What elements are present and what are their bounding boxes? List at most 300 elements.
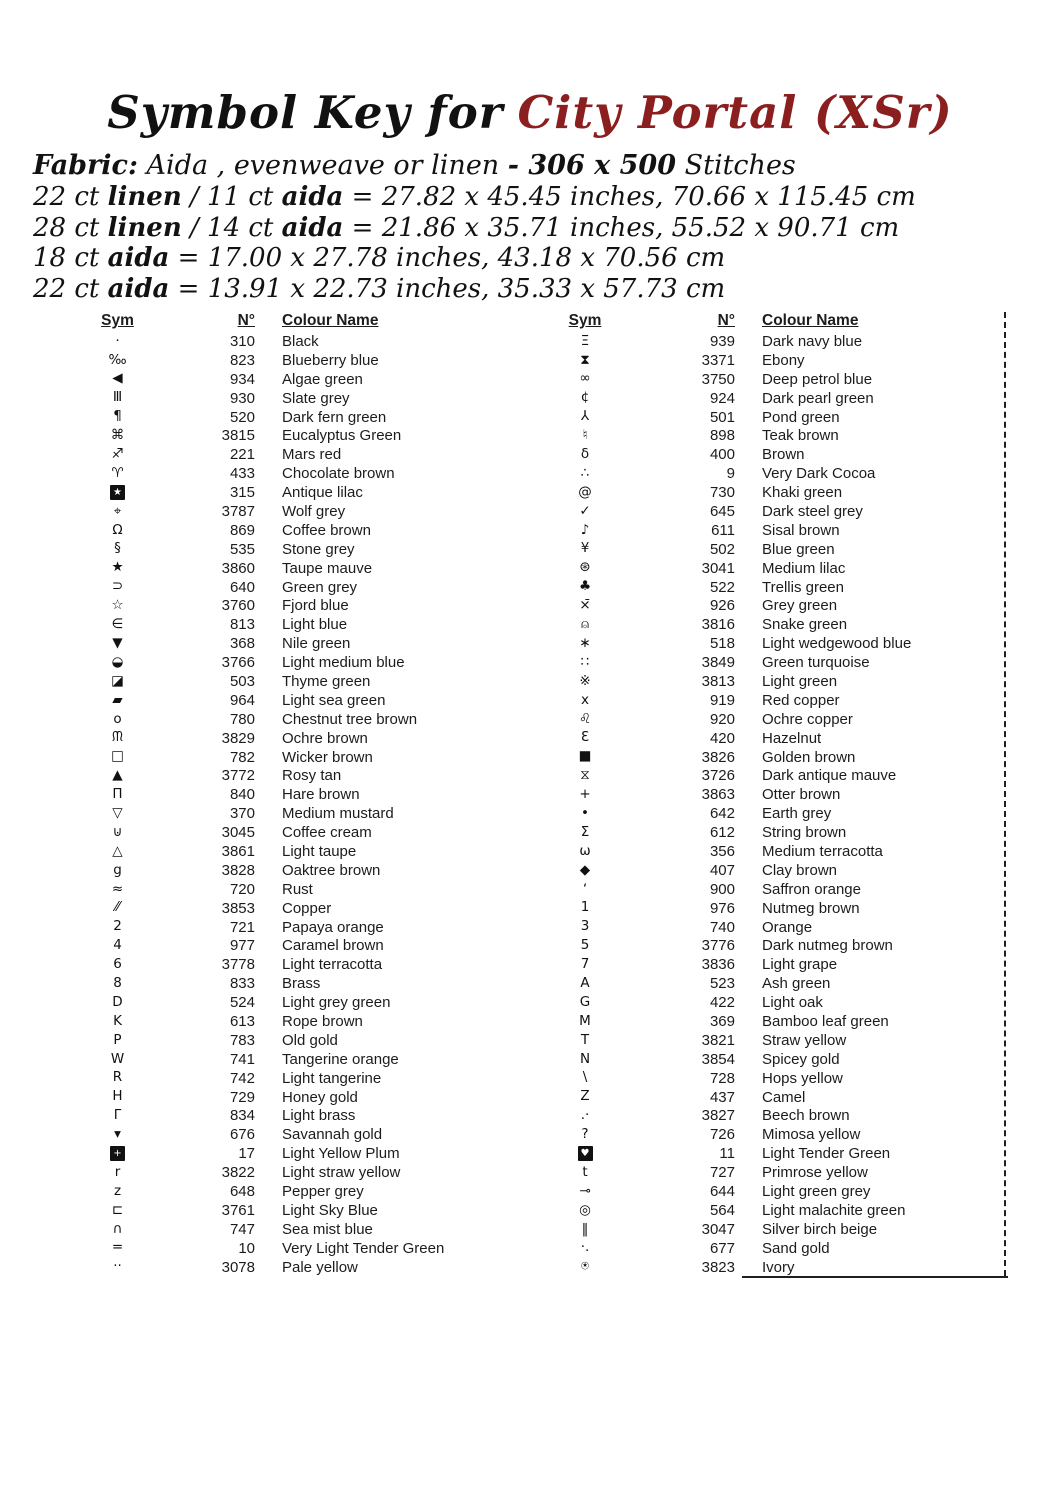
symbol-cell: Γ xyxy=(113,1107,122,1124)
number-cell: 3726 xyxy=(701,767,735,785)
symbol-cell: ⁄⁄ xyxy=(115,899,120,916)
table-row xyxy=(80,559,500,578)
number-cell: 613 xyxy=(229,1013,255,1030)
colour-name-cell: Antique lilac xyxy=(282,484,363,502)
number-cell: 437 xyxy=(709,1088,735,1106)
symbol-cell: ‰ xyxy=(108,351,127,368)
fabric-line xyxy=(33,274,1023,305)
number-cell: 524 xyxy=(229,994,255,1012)
symbol-cell: ⧗ xyxy=(580,351,590,368)
colour-name-cell: Ochre copper xyxy=(762,710,853,728)
colour-name-cell: Very Dark Cocoa xyxy=(762,465,876,483)
symbol-cell: M xyxy=(579,1012,591,1029)
symbol-cell: + xyxy=(579,786,591,803)
number-cell: 368 xyxy=(229,635,255,653)
fabric-text: 22 ct xyxy=(33,273,108,304)
symbol-cell: ⍝ xyxy=(580,616,590,633)
colour-name-cell: Oaktree brown xyxy=(282,861,381,879)
number-cell: 834 xyxy=(229,1107,255,1125)
table-row xyxy=(550,483,990,502)
symbol-cell: ⅄ xyxy=(580,408,590,425)
colour-name-cell: Light green xyxy=(762,672,838,690)
table-row xyxy=(80,540,500,559)
symbol-cell: W xyxy=(110,1050,125,1067)
symbol-cell: ◀ xyxy=(112,370,123,387)
colour-name-cell: Clay brown xyxy=(762,861,838,879)
symbol-cell: ◎ xyxy=(579,1201,591,1218)
table-row xyxy=(80,918,500,937)
colour-name-cell: Green turquoise xyxy=(762,654,870,672)
colour-name-cell: Medium terracotta xyxy=(762,842,883,860)
symbol-cell: δ xyxy=(580,446,590,463)
table-row xyxy=(80,351,500,370)
table-row xyxy=(80,1163,500,1182)
number-cell: 977 xyxy=(229,937,255,955)
symbol-cell: ★ xyxy=(111,559,124,576)
symbol-cell: § xyxy=(114,540,121,557)
colour-name-cell: Sand gold xyxy=(762,1239,830,1257)
symbol-cell: △ xyxy=(112,842,123,859)
table-row xyxy=(550,1031,990,1050)
colour-name-cell: Ivory xyxy=(762,1258,795,1276)
colour-name-cell: Ebony xyxy=(762,351,805,369)
number-cell: 356 xyxy=(709,842,735,860)
table-row xyxy=(80,389,500,408)
table-row xyxy=(550,710,990,729)
colour-name-cell: Coffee brown xyxy=(282,521,371,539)
colour-name-cell: Light straw yellow xyxy=(282,1164,401,1182)
table-row xyxy=(550,1182,990,1201)
table-row xyxy=(550,766,990,785)
symbol-cell: Z xyxy=(580,1088,590,1105)
table-row xyxy=(550,899,990,918)
colour-name-cell: Fjord blue xyxy=(282,597,349,615)
fabric-text: / 14 ct xyxy=(181,212,282,243)
fabric-line xyxy=(33,213,1023,244)
number-cell: 729 xyxy=(229,1088,255,1106)
symbol-cell: ×̄ xyxy=(579,597,591,614)
number-cell: 535 xyxy=(229,540,255,558)
number-cell: 3750 xyxy=(701,370,735,388)
symbol-cell: ◆ xyxy=(579,861,591,878)
number-cell: 742 xyxy=(229,1069,255,1087)
number-cell: 964 xyxy=(229,691,255,709)
table-row xyxy=(80,899,500,918)
colour-name-cell: Black xyxy=(282,332,319,350)
symbol-cell: G xyxy=(579,993,591,1010)
page-title xyxy=(0,86,1060,139)
table-row xyxy=(80,408,500,427)
table-row xyxy=(80,691,500,710)
symbol-cell: ▽ xyxy=(112,804,123,821)
number-cell: 920 xyxy=(709,710,735,728)
number-cell: 728 xyxy=(709,1069,735,1087)
table-row xyxy=(550,691,990,710)
table-row xyxy=(80,748,500,767)
colour-name-cell: Light sea green xyxy=(282,691,386,709)
table-row xyxy=(550,1163,990,1182)
number-cell: 3863 xyxy=(701,786,735,804)
number-cell: 919 xyxy=(709,691,735,709)
table-row xyxy=(550,785,990,804)
table-row xyxy=(80,861,500,880)
colour-name-cell: Light oak xyxy=(762,994,823,1012)
number-cell: 11 xyxy=(719,1145,735,1163)
table-row xyxy=(550,672,990,691)
number-cell: 501 xyxy=(709,408,735,426)
number-cell: 926 xyxy=(709,597,735,615)
symbol-cell: ∩ xyxy=(112,1220,123,1237)
header-number: N° xyxy=(717,312,735,329)
colour-name-cell: Dark steel grey xyxy=(762,502,863,520)
table-row xyxy=(80,1201,500,1220)
colour-name-cell: Light grape xyxy=(762,956,838,974)
number-cell: 677 xyxy=(709,1239,735,1257)
symbol-cell: Π xyxy=(112,786,123,803)
fabric-text: aida xyxy=(107,243,170,273)
number-cell: 648 xyxy=(229,1183,255,1201)
number-cell: 3823 xyxy=(701,1258,735,1276)
fabric-text: - 306 x 500 xyxy=(507,150,677,181)
number-cell: 640 xyxy=(229,578,255,596)
table-row xyxy=(80,370,500,389)
colour-name-cell: Old gold xyxy=(282,1031,338,1049)
symbol-cell: t xyxy=(582,1163,588,1180)
colour-name-cell: Pepper grey xyxy=(282,1183,364,1201)
fabric-text: Fabric: xyxy=(33,150,138,181)
table-row xyxy=(550,1201,990,1220)
table-row xyxy=(550,1125,990,1144)
number-cell: 869 xyxy=(229,521,255,539)
table-row xyxy=(550,1069,990,1088)
number-cell: 934 xyxy=(229,370,255,388)
colour-name-cell: Camel xyxy=(762,1088,806,1106)
symbol-cell: ∗ xyxy=(579,634,591,651)
table-row xyxy=(550,540,990,559)
symbol-cell: ·· xyxy=(113,1258,122,1275)
symbol-cell: ⊏ xyxy=(111,1201,124,1218)
colour-name-cell: Nile green xyxy=(282,635,351,653)
number-cell: 3849 xyxy=(701,654,735,672)
table-row xyxy=(550,1107,990,1126)
number-cell: 747 xyxy=(229,1220,255,1238)
symbol-cell: ·. xyxy=(580,1239,590,1256)
table-row xyxy=(80,1125,500,1144)
number-cell: 520 xyxy=(229,408,255,426)
colour-name-cell: Deep petrol blue xyxy=(762,370,873,388)
colour-name-cell: Light Sky Blue xyxy=(282,1201,378,1219)
symbol-cell: ♥ xyxy=(578,1146,593,1161)
title-prefix: Symbol Key for xyxy=(107,86,504,139)
colour-name-cell: Hare brown xyxy=(282,786,360,804)
symbol-key-table-right xyxy=(550,310,990,1277)
table-right-border xyxy=(1004,312,1006,1276)
table-row xyxy=(80,993,500,1012)
symbol-cell: H xyxy=(112,1088,123,1105)
number-cell: 3078 xyxy=(221,1258,255,1276)
colour-name-cell: Spicey gold xyxy=(762,1050,840,1068)
table-row xyxy=(80,1182,500,1201)
number-cell: 370 xyxy=(229,805,255,823)
table-row xyxy=(550,521,990,540)
number-cell: 3041 xyxy=(701,559,735,577)
symbol-cell: R xyxy=(112,1069,123,1086)
number-cell: 3860 xyxy=(221,559,255,577)
symbol-cell: ▲ xyxy=(112,767,123,784)
table-row xyxy=(80,937,500,956)
colour-name-cell: Rope brown xyxy=(282,1013,363,1030)
symbol-cell: ⌖ xyxy=(113,502,122,519)
colour-name-cell: Earth grey xyxy=(762,805,832,823)
fabric-text: aida xyxy=(281,182,344,212)
number-cell: 924 xyxy=(709,389,735,407)
number-cell: 898 xyxy=(709,427,735,445)
number-cell: 644 xyxy=(709,1183,735,1201)
table-row xyxy=(80,1050,500,1069)
colour-name-cell: Dark nutmeg brown xyxy=(762,937,893,955)
symbol-cell: ■ xyxy=(578,748,592,765)
symbol-cell: ※ xyxy=(579,672,591,689)
symbol-cell: ʻ xyxy=(582,880,588,897)
symbol-cell: A xyxy=(580,974,590,991)
colour-name-cell: Light green grey xyxy=(762,1183,871,1201)
table-row xyxy=(550,993,990,1012)
symbol-cell: ♪ xyxy=(580,521,590,538)
symbol-cell: @ xyxy=(578,483,592,500)
number-cell: 782 xyxy=(229,748,255,766)
table-row xyxy=(80,615,500,634)
fabric-text: linen xyxy=(107,182,182,212)
number-cell: 400 xyxy=(709,446,735,464)
symbol-cell: ∞ xyxy=(579,370,591,387)
number-cell: 369 xyxy=(709,1013,735,1030)
table-row xyxy=(80,1107,500,1126)
colour-name-cell: Ash green xyxy=(762,975,831,993)
number-cell: 503 xyxy=(229,672,255,690)
colour-name-cell: Light wedgewood blue xyxy=(762,635,912,653)
symbol-cell: Ξ xyxy=(580,332,590,349)
number-cell: 676 xyxy=(229,1126,255,1144)
number-cell: 3826 xyxy=(701,748,735,766)
table-row xyxy=(550,408,990,427)
table-row xyxy=(80,1258,500,1277)
colour-name-cell: Otter brown xyxy=(762,786,841,804)
fabric-text: aida xyxy=(107,273,170,304)
colour-name-cell: Golden brown xyxy=(762,748,856,766)
number-cell: 221 xyxy=(229,446,255,464)
colour-name-cell: Blueberry blue xyxy=(282,351,379,369)
table-row xyxy=(80,521,500,540)
colour-name-cell: Dark antique mauve xyxy=(762,767,897,785)
table-row xyxy=(550,823,990,842)
colour-name-cell: Chocolate brown xyxy=(282,465,395,483)
symbol-cell: ≈ xyxy=(111,880,124,897)
symbol-cell: Ω xyxy=(112,521,123,538)
colour-name-cell: Sisal brown xyxy=(762,521,840,539)
number-cell: 930 xyxy=(229,389,255,407)
symbol-cell: □ xyxy=(111,748,124,765)
table-row xyxy=(80,1088,500,1107)
symbol-cell: · xyxy=(115,332,120,349)
symbol-cell: 6 xyxy=(113,956,122,973)
number-cell: 10 xyxy=(238,1239,255,1257)
table-row xyxy=(80,1069,500,1088)
table-row xyxy=(550,653,990,672)
fabric-text: aida xyxy=(281,212,344,243)
colour-name-cell: Khaki green xyxy=(762,484,843,502)
table-row xyxy=(80,426,500,445)
symbol-cell: .· xyxy=(580,1107,590,1124)
colour-name-cell: Light taupe xyxy=(282,842,357,860)
symbol-cell: 3 xyxy=(580,918,590,935)
colour-name-cell: Papaya orange xyxy=(282,918,384,936)
number-cell: 422 xyxy=(709,994,735,1012)
colour-name-cell: Copper xyxy=(282,899,332,917)
number-cell: 523 xyxy=(709,975,735,993)
number-cell: 740 xyxy=(709,918,735,936)
symbol-cell: ⍟ xyxy=(580,1258,590,1275)
number-cell: 612 xyxy=(709,824,735,842)
table-row xyxy=(550,1239,990,1258)
symbol-cell: K xyxy=(113,1012,122,1029)
symbol-cell: ♣ xyxy=(578,578,592,595)
symbol-cell: ∷ xyxy=(580,653,590,670)
colour-name-cell: Bamboo leaf green xyxy=(762,1013,889,1030)
symbol-cell: ⊍ xyxy=(112,823,123,840)
symbol-cell: 1 xyxy=(580,899,590,916)
number-cell: 3047 xyxy=(701,1220,735,1238)
number-cell: 522 xyxy=(709,578,735,596)
table-row xyxy=(550,389,990,408)
table-row xyxy=(550,861,990,880)
number-cell: 407 xyxy=(709,861,735,879)
symbol-cell: ¶ xyxy=(113,408,122,425)
colour-name-cell: Rust xyxy=(282,880,313,898)
number-cell: 420 xyxy=(709,729,735,747)
symbol-cell: T xyxy=(580,1031,590,1048)
colour-name-cell: Dark pearl green xyxy=(762,389,874,407)
symbol-cell: N xyxy=(579,1050,591,1067)
symbol-cell: ¥ xyxy=(580,540,590,557)
header-sym: Sym xyxy=(568,312,602,329)
table-row xyxy=(80,445,500,464)
number-cell: 727 xyxy=(709,1164,735,1182)
colour-name-cell: Nutmeg brown xyxy=(762,899,860,917)
colour-name-cell: Light terracotta xyxy=(282,956,383,974)
colour-name-cell: Silver birch beige xyxy=(762,1220,878,1238)
table-row xyxy=(550,974,990,993)
colour-name-cell: Beech brown xyxy=(762,1107,850,1125)
symbol-cell: ▾ xyxy=(114,1126,121,1143)
symbol-cell: \ xyxy=(582,1069,588,1086)
number-cell: 3371 xyxy=(701,351,735,369)
number-cell: 976 xyxy=(709,899,735,917)
number-cell: 939 xyxy=(709,332,735,350)
colour-name-cell: Dark navy blue xyxy=(762,332,863,350)
symbol-cell: ⊃ xyxy=(111,578,124,595)
number-cell: 611 xyxy=(711,521,735,539)
colour-name-cell: Medium mustard xyxy=(282,805,394,823)
symbol-cell: + xyxy=(110,1146,125,1161)
colour-name-cell: Pale yellow xyxy=(282,1258,358,1276)
table-row xyxy=(80,842,500,861)
table-row xyxy=(550,596,990,615)
symbol-cell: ‖ xyxy=(581,1220,589,1237)
colour-name-cell: Taupe mauve xyxy=(282,559,373,577)
number-cell: 730 xyxy=(709,484,735,502)
colour-name-cell: Light malachite green xyxy=(762,1201,906,1219)
fabric-text: 28 ct xyxy=(33,212,108,243)
table-row xyxy=(550,1012,990,1031)
symbol-cell: ∴ xyxy=(580,464,590,481)
number-cell: 433 xyxy=(229,465,255,483)
table-row xyxy=(550,426,990,445)
colour-name-cell: Teak brown xyxy=(762,427,839,445)
fabric-text: = 21.86 x 35.71 inches, 55.52 x 90.71 cm xyxy=(343,212,900,243)
number-cell: 3776 xyxy=(701,937,735,955)
table-row xyxy=(550,1088,990,1107)
colour-name-cell: Caramel brown xyxy=(282,937,384,955)
number-cell: 3828 xyxy=(221,861,255,879)
symbol-key-table-left xyxy=(80,310,500,1277)
fabric-line xyxy=(33,149,1023,182)
number-cell: 823 xyxy=(229,351,255,369)
symbol-cell: Σ xyxy=(580,823,590,840)
number-cell: 564 xyxy=(709,1201,735,1219)
table-row xyxy=(550,464,990,483)
table-row xyxy=(550,804,990,823)
symbol-cell: ᙏ xyxy=(111,729,124,746)
symbol-cell: r xyxy=(114,1163,121,1180)
colour-name-cell: Light blue xyxy=(282,616,348,634)
table-row xyxy=(550,370,990,389)
symbol-cell: ⧖ xyxy=(580,767,590,784)
colour-name-cell: Green grey xyxy=(282,578,358,596)
number-cell: 3778 xyxy=(221,956,255,974)
number-cell: 315 xyxy=(229,484,255,502)
colour-name-cell: Medium lilac xyxy=(762,559,846,577)
number-cell: 17 xyxy=(238,1145,255,1163)
colour-name-cell: Chestnut tree brown xyxy=(282,710,418,728)
symbol-cell: Ɛ xyxy=(580,729,590,746)
table-row xyxy=(80,672,500,691)
table-row xyxy=(80,766,500,785)
number-cell: 3821 xyxy=(701,1031,735,1049)
number-cell: 3813 xyxy=(701,672,735,690)
number-cell: 3761 xyxy=(221,1201,255,1219)
symbol-cell: ◪ xyxy=(111,672,124,689)
table-row xyxy=(80,880,500,899)
table-row xyxy=(80,464,500,483)
colour-name-cell: Thyme green xyxy=(282,672,371,690)
number-cell: 3854 xyxy=(701,1050,735,1068)
colour-name-cell: Very Light Tender Green xyxy=(282,1239,445,1257)
table-row xyxy=(550,634,990,653)
symbol-cell: ✓ xyxy=(579,502,591,519)
header-colour-name: Colour Name xyxy=(282,312,379,329)
symbol-cell: D xyxy=(112,993,123,1010)
colour-name-cell: Slate grey xyxy=(282,389,350,407)
symbol-cell: ♮ xyxy=(582,427,588,444)
table-bottom-border xyxy=(742,1276,1008,1278)
symbol-cell: ◒ xyxy=(111,653,124,670)
symbol-cell: 2 xyxy=(113,918,122,935)
colour-name-cell: Primrose yellow xyxy=(762,1164,868,1182)
number-cell: 645 xyxy=(709,502,735,520)
number-cell: 3787 xyxy=(221,502,255,520)
colour-name-cell: Snake green xyxy=(762,616,848,634)
symbol-cell: Ⅲ xyxy=(112,389,123,406)
